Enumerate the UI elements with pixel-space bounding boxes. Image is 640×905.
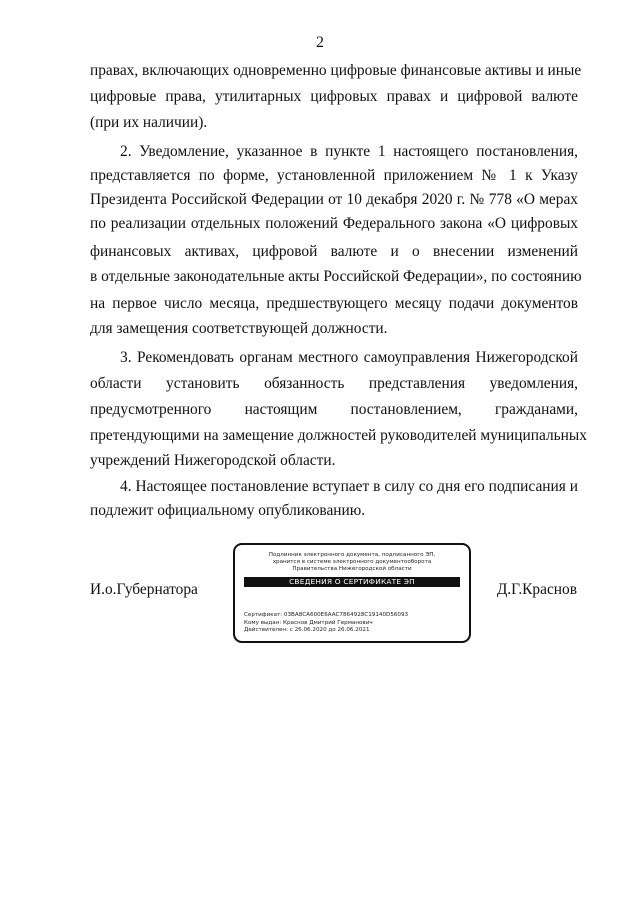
text-line: подлежит официальному опубликованию. xyxy=(90,502,366,519)
text-line: предусмотренного настоящим постановлением, гражданами, xyxy=(90,401,578,418)
stamp-issued-to: Кому выдан: Краснов Дмитрий Германович xyxy=(244,619,373,626)
text-line: учреждений Нижегородской области. xyxy=(90,452,336,469)
stamp-header-line: Правительства Нижегородской области xyxy=(292,566,412,573)
text-line: (при их наличии). xyxy=(90,114,208,131)
page-number: 2 xyxy=(316,34,324,51)
text-line: цифровые права, утилитарных цифровых правах и цифровой валюте xyxy=(90,88,578,105)
signer-position: И.о.Губернатора xyxy=(90,581,198,598)
text-line: Президента Российской Федерации от 10 декабря 2020 г. № 778 «О мерах xyxy=(90,191,578,208)
stamp-details xyxy=(244,612,408,635)
electronic-signature-stamp xyxy=(233,543,471,643)
stamp-title: СВЕДЕНИЯ О СЕРТИФИКАТЕ ЭП xyxy=(244,577,460,587)
stamp-header xyxy=(235,552,469,574)
text-line: финансовых активах, цифровой валюте и о внесении изменений xyxy=(90,243,578,260)
text-line: 3. Рекомендовать органам местного самоуправления Нижегородской xyxy=(120,349,578,366)
stamp-header-line: Подлинник электронного документа, подписанного ЭП, xyxy=(268,552,436,558)
text-line: представляется по форме, установленной приложением № 1 к Указу xyxy=(90,167,578,184)
signer-name: Д.Г.Краснов xyxy=(496,581,577,598)
text-line: в отдельные законодательные акты Российской Федерации», по состоянию xyxy=(90,268,582,285)
stamp-validity: Действителен: с 26.06.2020 до 26.06.2021 xyxy=(244,627,370,634)
text-line: 4. Настоящее постановление вступает в силу со дня его подписания и xyxy=(120,478,578,495)
stamp-certificate: Сертификат: 03BA8CA600E6AAC7864928C19140D56093 xyxy=(244,612,409,618)
text-line: области установить обязанность представления уведомления, xyxy=(90,375,578,392)
text-line: правах, включающих одновременно цифровые финансовые активы и иные xyxy=(90,62,582,79)
text-line: для замещения соответствующей должности. xyxy=(90,320,388,337)
stamp-header-line: хранится в системе электронного документооборота xyxy=(272,559,432,566)
text-line: 2. Уведомление, указанное в пункте 1 настоящего постановления, xyxy=(120,143,578,160)
text-line: на первое число месяца, предшествующего месяцу подачи документов xyxy=(90,295,578,312)
text-line: претендующими на замещение должностей руководителей муниципальных xyxy=(90,427,587,444)
text-line: по реализации отдельных положений Федерального закона «О цифровых xyxy=(90,215,578,232)
